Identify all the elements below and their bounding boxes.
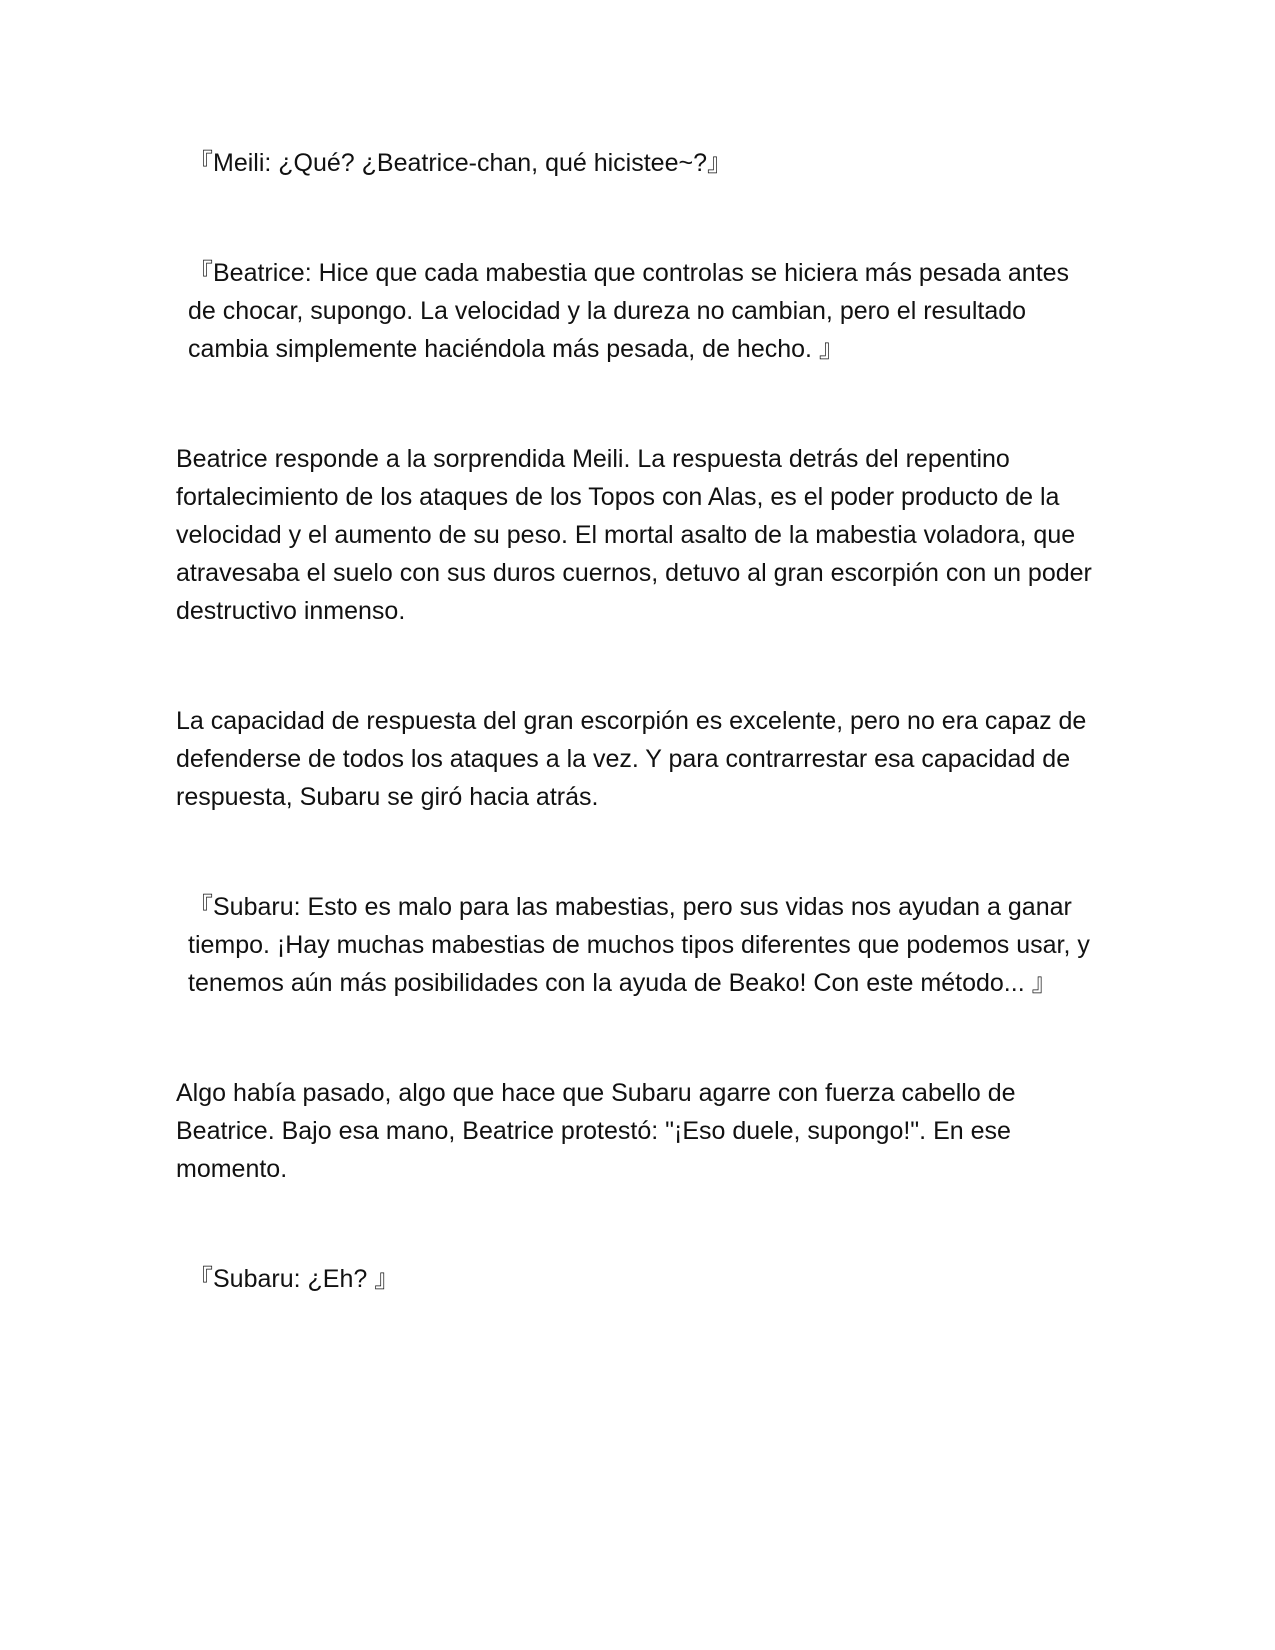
narration-paragraph: Algo había pasado, algo que hace que Subaru agarre con fuerza cabello de Beatrice. Bajo esa mano, Beatrice protestó: "¡Eso duele, supongo!". En ese momento. <box>176 1079 1016 1183</box>
narration-paragraph: La capacidad de respuesta del gran escorpión es excelente, pero no era capaz de defenderse de todos los ataques a la vez. Y para contrarrestar esa capacidad de respuesta, Subaru se giró hacia atrás. <box>176 707 1087 811</box>
dialogue-subaru-short: 『Subaru: ¿Eh? 』 <box>188 1265 400 1293</box>
narration-paragraph: Beatrice responde a la sorprendida Meili. La respuesta detrás del repentino fortalecimiento de los ataques de los Topos con Alas, es el poder producto de la velocidad y el aumento de su peso. El mortal asalto de la mabestia voladora, que atravesaba el suelo con sus duros cuernos, detuvo al gran escorpión con un poder destructivo inmenso. <box>176 445 1092 625</box>
text-body <box>176 144 1101 1298</box>
dialogue-beatrice: 『Beatrice: Hice que cada mabestia que controlas se hiciera más pesada antes de chocar, supongo. La velocidad y la dureza no cambian, pero el resultado cambia simplemente haciéndola más pesada, de hecho. 』 <box>188 259 1070 363</box>
dialogue-meili: 『Meili: ¿Qué? ¿Beatrice-chan, qué hicistee~?』 <box>188 149 732 177</box>
dialogue-subaru: 『Subaru: Esto es malo para las mabestias, pero sus vidas nos ayudan a ganar tiempo. ¡Hay muchas mabestias de muchos tipos diferentes que podemos usar, y tenemos aún más posibilidades con la ayuda de Beako! Con este método... 』 <box>188 893 1090 997</box>
